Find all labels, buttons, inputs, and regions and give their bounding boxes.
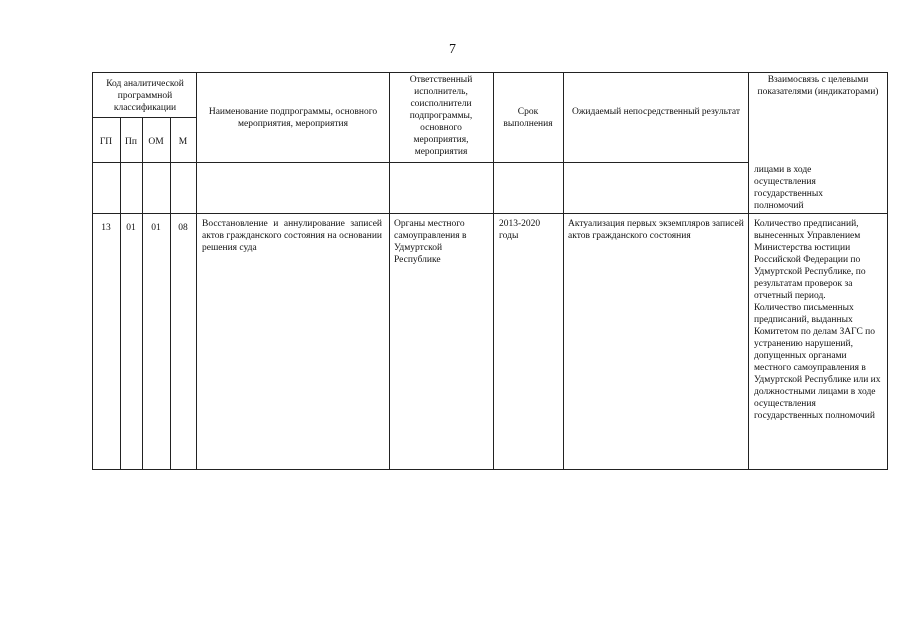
header-divider (92, 162, 748, 163)
col-divider (563, 72, 564, 470)
row-name: Восстановление и аннулирование записей актов гражданского состояния на основании решения суда (202, 219, 382, 253)
header-code-group: Код аналитической программной классификации (106, 79, 184, 113)
row-divider (92, 213, 888, 214)
row-result: Актуализация первых экземпляров записей актов гражданского состояния (568, 219, 744, 241)
header-code-om: ОМ (148, 137, 164, 147)
indicator-entry: Количество предписаний, вынесенных Управлением Министерства юстиции Российской Федерации по Удмуртской Республике, по результатам проверок за отчетный период. (754, 219, 866, 301)
header-indicators: Взаимосвязь с целевыми показателями (индикаторами) (757, 75, 879, 97)
table-border-right (887, 72, 888, 470)
row-indicators (754, 218, 884, 422)
row-om: 01 (151, 223, 161, 233)
col-divider (389, 72, 390, 470)
program-table (92, 72, 888, 470)
header-code-m: М (178, 137, 188, 147)
page-number: 7 (449, 42, 456, 57)
header-code-gp: ГП (99, 137, 113, 147)
code-group-divider (92, 117, 197, 118)
col-divider (493, 72, 494, 470)
table-border-left (92, 72, 93, 470)
col-divider (748, 72, 749, 470)
col-divider (170, 117, 171, 470)
continuation-indicator: лицами в ходе осуществления государственных полномочий (754, 165, 824, 211)
indicator-entry: Количество письменных предписаний, выданных Комитетом по делам ЗАГС по устранению нарушений, допущенных органами местного самоуправления в Удмуртской Республике или их должностными лицами в ходе осуществления государственных полномочий (754, 303, 881, 421)
header-name: Наименование подпрограммы, основного мероприятия, мероприятия (208, 107, 378, 129)
table-border-top (92, 72, 888, 73)
row-executor: Органы местного самоуправления в Удмуртской Республике (394, 219, 467, 265)
header-code-pp: Пп (125, 137, 137, 147)
header-result: Ожидаемый непосредственный результат (572, 107, 740, 117)
row-m: 08 (178, 223, 188, 233)
header-term: Срок выполнения (503, 107, 553, 129)
header-executor: Ответственный исполнитель, соисполнители подпрограммы, основного мероприятия, мероприятия (409, 75, 473, 157)
col-divider (120, 117, 121, 470)
row-gp: 13 (101, 223, 111, 233)
col-divider (196, 72, 197, 470)
table-border-bottom (92, 469, 888, 470)
row-pp: 01 (126, 223, 136, 233)
row-term: 2013-2020 годы (499, 219, 541, 241)
col-divider (142, 117, 143, 470)
